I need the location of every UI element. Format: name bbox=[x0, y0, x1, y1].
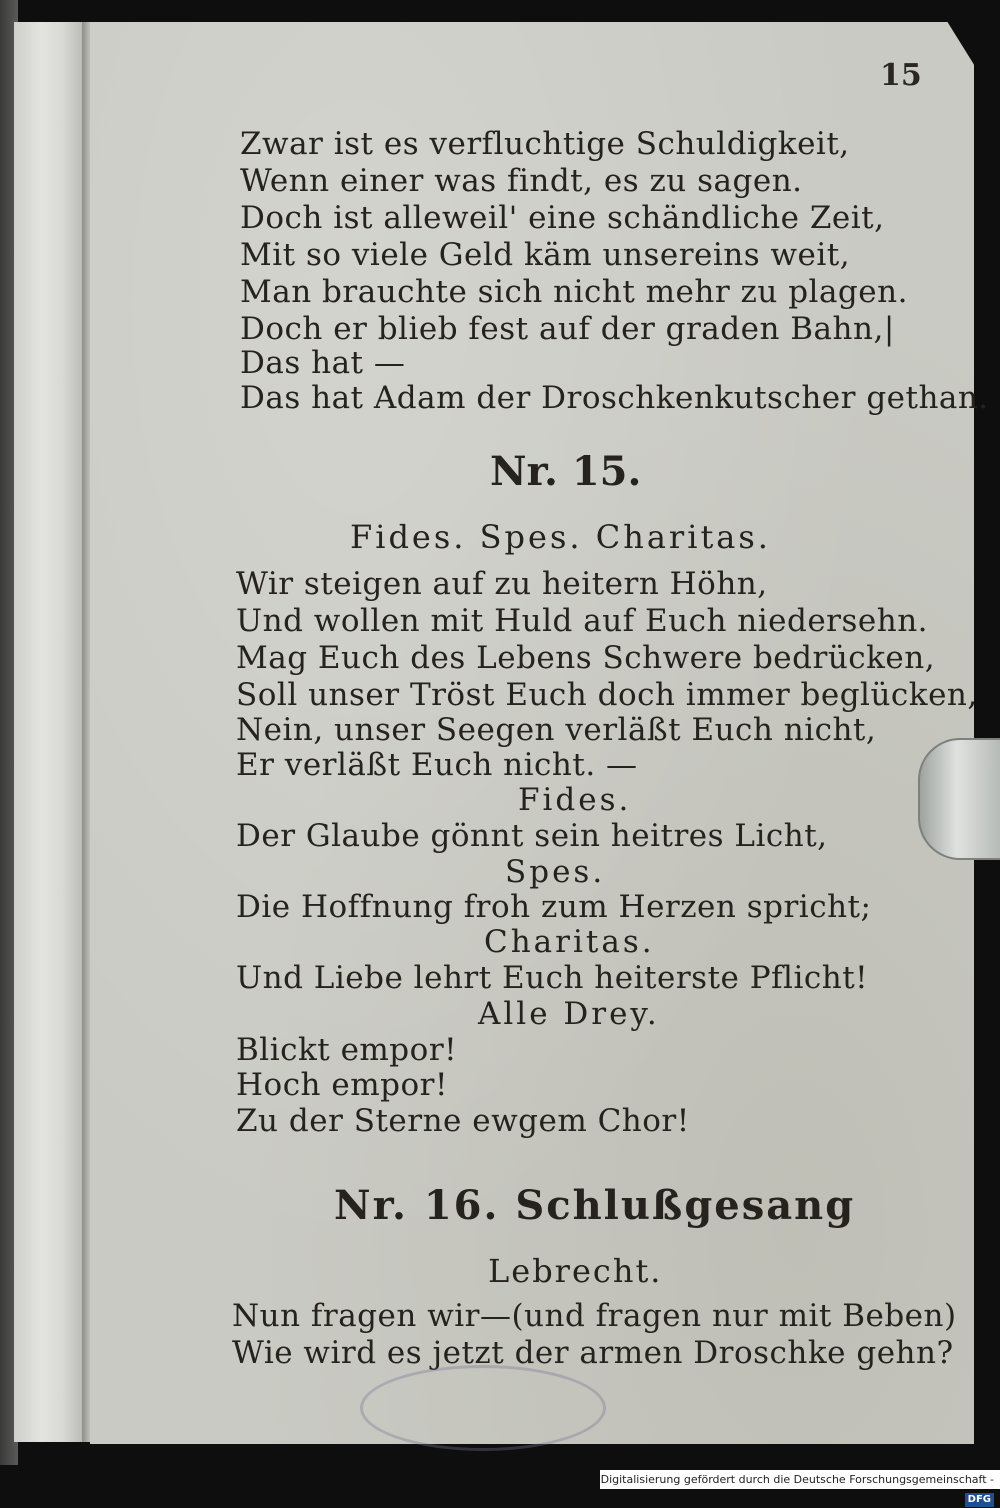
verse-line: Blickt empor! bbox=[236, 1032, 458, 1068]
library-stamp bbox=[360, 1365, 606, 1451]
verse-line: Wie wird es jetzt der armen Droschke gehn? bbox=[232, 1335, 954, 1371]
verse-line: Das hat — bbox=[240, 345, 406, 381]
verse-line: Zu der Sterne ewgem Chor! bbox=[236, 1103, 690, 1139]
verse-line: Doch ist alleweil' eine schändliche Zeit, bbox=[240, 200, 885, 236]
section-heading-15: Nr. 15. bbox=[490, 448, 642, 495]
verse-line: Man brauchte sich nicht mehr zu plagen. bbox=[240, 274, 908, 310]
verse-line: Mag Euch des Lebens Schwere bedrücken, bbox=[236, 640, 936, 676]
speaker-spes: Spes. bbox=[505, 854, 606, 890]
speaker-alle-drey: Alle Drey. bbox=[478, 996, 660, 1032]
verse-line: Zwar ist es verfluchtige Schuldigkeit, bbox=[240, 126, 850, 162]
verse-line: Doch er blieb fest auf der graden Bahn,| bbox=[240, 311, 895, 347]
dfg-logo[interactable]: DFG bbox=[965, 1493, 994, 1507]
verse-line: Wir steigen auf zu heitern Höhn, bbox=[236, 566, 768, 602]
verse-line: Die Hoffnung froh zum Herzen spricht; bbox=[236, 889, 872, 925]
page-clip bbox=[918, 738, 1000, 860]
footer-text: Digitalisierung gefördert durch die Deutsche Forschungsgemeinschaft - bbox=[600, 1473, 994, 1486]
section-heading-16: Nr. 16. Schlußgesang bbox=[334, 1182, 856, 1229]
verse-line: Nein, unser Seegen verläßt Euch nicht, bbox=[236, 712, 877, 748]
book-spine bbox=[14, 22, 84, 1442]
verse-line: Und wollen mit Huld auf Euch niedersehn. bbox=[236, 603, 929, 639]
page-number: 15 bbox=[880, 58, 922, 93]
speaker-lebrecht: Lebrecht. bbox=[488, 1252, 663, 1290]
verse-line: Nun fragen wir—(und fragen nur mit Beben) bbox=[232, 1298, 957, 1334]
speaker-fides: Fides. bbox=[518, 782, 632, 818]
verse-line: Wenn einer was findt, es zu sagen. bbox=[240, 163, 803, 199]
digitization-footer bbox=[600, 1470, 1000, 1505]
verse-line: Mit so viele Geld käm unsereins weit, bbox=[240, 237, 851, 273]
verse-line: Hoch empor! bbox=[236, 1067, 448, 1103]
verse-line: Der Glaube gönnt sein heitres Licht, bbox=[236, 818, 828, 854]
section-subheading-15: Fides. Spes. Charitas. bbox=[350, 518, 771, 556]
verse-line: Das hat Adam der Droschkenkutscher gethan. bbox=[240, 380, 989, 416]
verse-line: Soll unser Tröst Euch doch immer beglücken, bbox=[236, 677, 978, 713]
speaker-charitas: Charitas. bbox=[484, 924, 655, 960]
verse-line: Und Liebe lehrt Euch heiterste Pflicht! bbox=[236, 960, 869, 996]
verse-line: Er verläßt Euch nicht. — bbox=[236, 747, 638, 783]
